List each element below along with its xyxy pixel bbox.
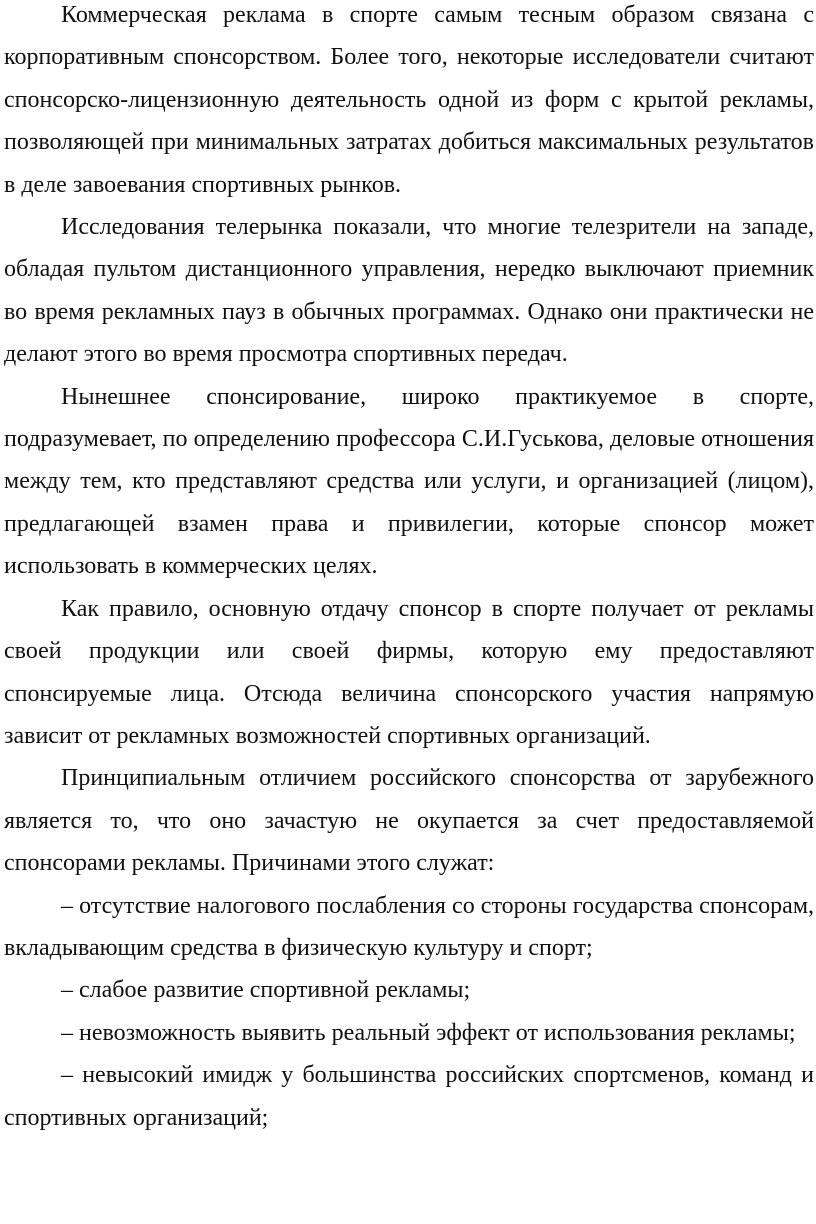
list-item-low-image: – невысокий имидж у большинства российских спортсменов, команд и спортивных организаций; (4, 1062, 814, 1131)
list-item-tax-relief: – отсутствие налогового послабления со стороны государства спонсорам, вкладывающим средства в физическую культуру и спорт; (4, 892, 814, 961)
paragraph-sponsorship-definition: Нынешнее спонсирование, широко практикуемое в спорте, подразумевает, по определению профессора С.И.Гуськова, деловые отношения между тем, кто представляют средства или услуги, и организацией (лицом), предлагающей взамен права и привилегии, которые спонсор может использовать в коммерческих целях. (4, 383, 814, 580)
list-item-effect-measurement: – невозможность выявить реальный эффект от использования рекламы; (61, 1019, 796, 1046)
paragraph-tv-market-research: Исследования телерынка показали, что многие телезрители на западе, обладая пультом дистанционного управления, нередко выключают приемник во время рекламных пауз в обычных программах. Однако они практически не делают этого во время просмотра спортивных передач. (4, 214, 814, 368)
paragraph-advertising-sponsorship: Коммерческая реклама в спорте самым тесным образом связана с корпоративным спонсорством. Более того, некоторые исследователи считают спонсорско-лицензионную деятельность одной из форм с крытой рекламы, позволяющей при минимальных затратах добиться максимальных результатов в деле завоевания спортивных рынков. (4, 2, 814, 198)
paragraph-russian-sponsorship-difference: Принципиальным отличием российского спонсорства от зарубежного является то, что оно зачастую не окупается за счет предоставляемой спонсорами рекламы. Причинами этого служат: (4, 765, 814, 877)
list-item-weak-advertising: – слабое развитие спортивной рекламы; (61, 977, 471, 1004)
paragraph-sponsor-return: Как правило, основную отдачу спонсор в спорте получает от рекламы своей продукции или своей фирмы, которую ему предоставляют спонсируемые лица. Отсюда величина спонсорского участия напрямую зависит от рекламных возможностей спортивных организаций. (4, 595, 814, 749)
